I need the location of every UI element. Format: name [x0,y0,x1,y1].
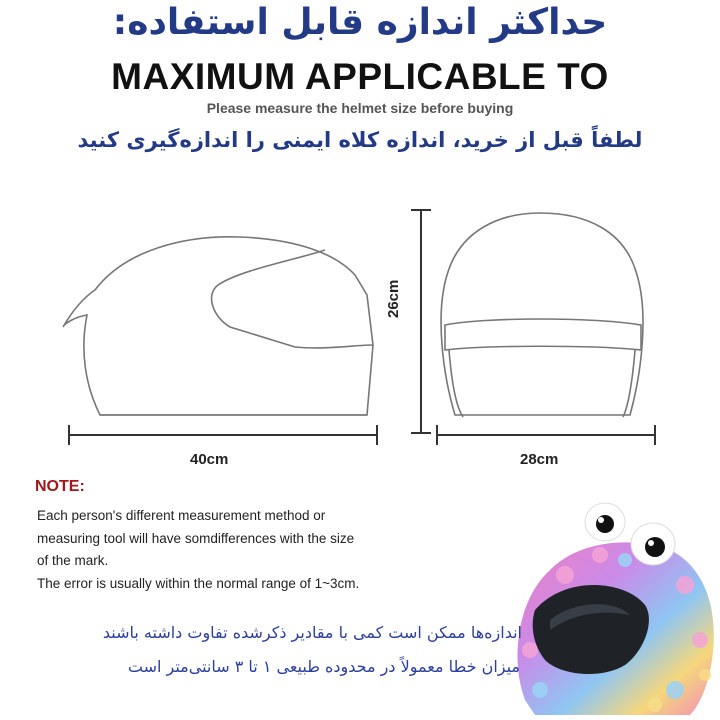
left-eye-icon [585,503,625,541]
right-eye-icon [631,523,675,565]
english-subtitle: Please measure the helmet size before buying [206,100,514,116]
note-title: NOTE: [35,478,85,495]
side-length-label: 40cm [190,451,229,468]
note-line: Each person's different measurement method or [37,508,326,523]
note-line: of the mark. [37,553,109,568]
note-line: measuring tool will have somdifferences with the size [37,530,355,546]
persian-note-line-1: اندازه‌ها ممکن است کمی با مقادیر ذکرشده تفاوت داشته باشند [102,623,522,642]
helmet-side-diagram [55,205,395,455]
english-title: MAXIMUM APPLICABLE TO [111,56,609,97]
front-height-label: 26cm [385,279,402,318]
persian-title: حداکثر اندازه قابل استفاده: [112,2,608,43]
persian-note-line-2: میزان خطا معمولاً در محدوده طبیعی ۱ تا ۳ سانتی‌متر است [127,657,520,676]
note-text [37,505,437,595]
front-width-label: 28cm [520,451,559,468]
note-line: The error is usually within the normal range of 1~3cm. [37,575,360,591]
helmet-visor-icon [212,250,373,348]
helmet-front-diagram [405,205,665,455]
product-helmet-cover-image [505,500,720,720]
helmet-front-icon [441,213,643,415]
helmet-front-visor-icon [445,319,641,350]
persian-subtitle: لطفاً قبل از خرید، اندازه کلاه ایمنی را اندازه‌گیری کنید [77,128,643,152]
helmet-side-icon [63,237,373,415]
